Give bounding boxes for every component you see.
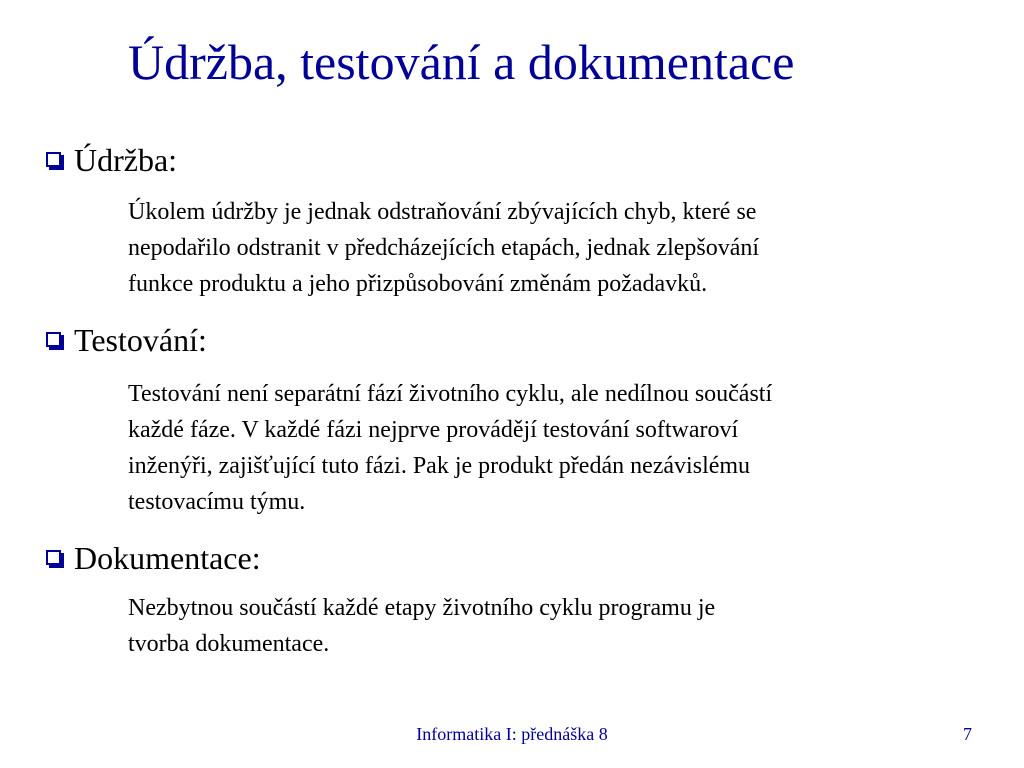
body-line: nepodařilo odstranit v předcházejících etapách, jednak zlepšování [128,235,760,261]
section-body-testovani [128,376,988,520]
section-heading-label: Údržba: [74,142,178,178]
section-body-dokumentace [128,590,988,662]
section-heading-dokumentace [46,538,261,578]
body-line: funkce produktu a jeho přizpůsobování změnám požadavků. [128,271,708,297]
footer-text: Informatika I: přednáška 8 [416,724,608,744]
body-line: tvorba dokumentace. [128,631,330,657]
slide-title: Údržba, testování a dokumentace [128,34,795,90]
square-bullet-icon [46,152,66,172]
section-heading-testovani [46,320,207,360]
square-bullet-icon [46,550,66,570]
page-number: 7 [963,724,972,744]
section-body-udrzba [128,194,988,302]
body-line: testovacímu týmu. [128,489,306,515]
body-line: inženýři, zajišťující tuto fázi. Pak je produkt předán nezávislému [128,453,751,479]
section-heading-label: Dokumentace: [74,540,261,576]
section-heading-label: Testování: [74,322,207,358]
body-line: Testování není separátní fází životního cyklu, ale nedílnou součástí [128,381,773,407]
body-line: Nezbytnou součástí každé etapy životního cyklu programu je [128,595,716,621]
body-line: Úkolem údržby je jednak odstraňování zbývajících chyb, které se [128,199,757,225]
square-bullet-icon [46,332,66,352]
body-line: každé fáze. V každé fázi nejprve provádějí testování softwaroví [128,417,739,443]
section-heading-udrzba [46,140,177,180]
